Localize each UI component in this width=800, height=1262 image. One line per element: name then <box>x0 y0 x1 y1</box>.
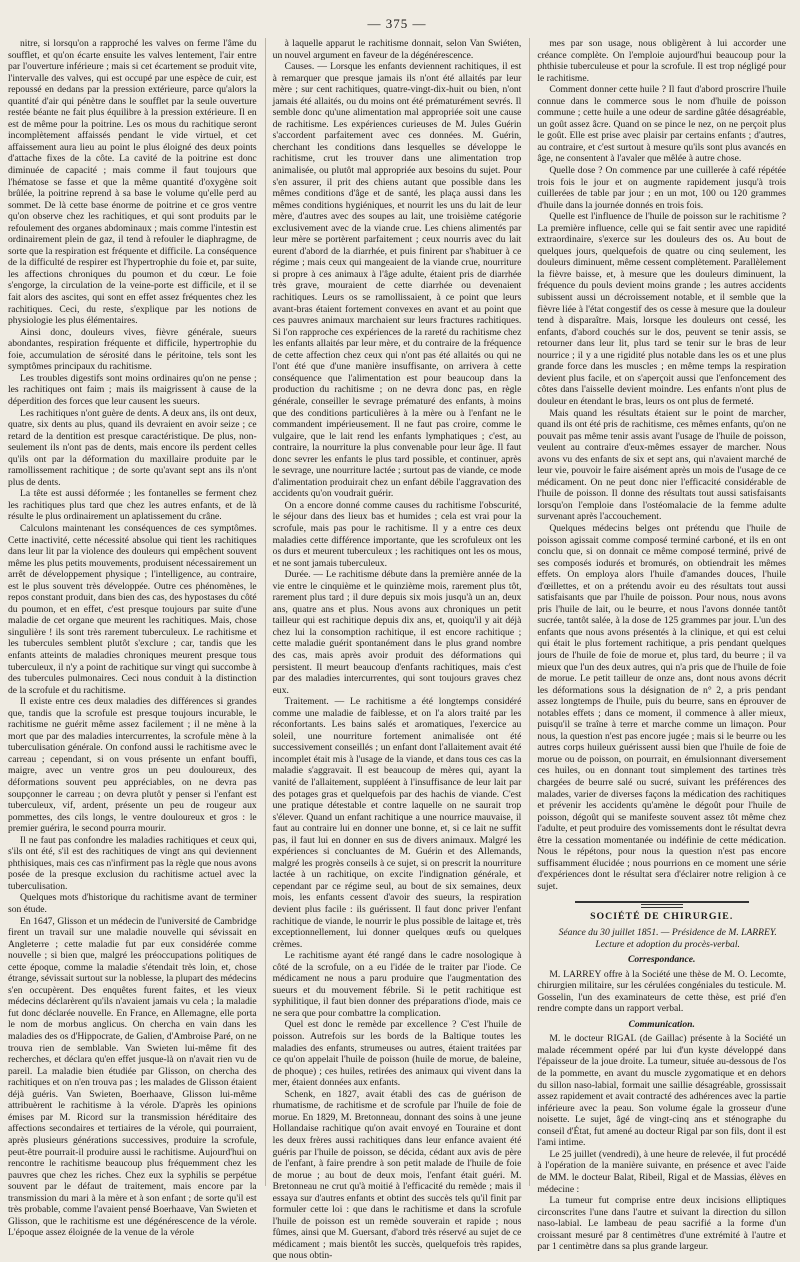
paragraph: On a encore donné comme causes du rachitisme l'obscurité, le séjour dans des lieux bas et humides ; cela est vrai pour la scrofule, mais pas pour le rachitisme. Il y a entre ces deux maladies cette différence importante, que les scrofuleux ont les os durs et meurent tuberculeux ; les rachitiques ont les os mous, et ne sont jamais tuberculeux. <box>272 499 522 569</box>
paragraph: Quelques médecins belges ont prétendu que l'huile de poisson agissait comme composé terminé carboné, et ils en ont conclu que, si on donnait ce même composé terminé, privé de ses composés iodurés et bromurés, on obtiendrait les mêmes effets. On employa alors l'huile d'amandes douces, l'huile d'œillettes, et on a prétendu avoir eu des résultats tout aussi satisfaisants que par l'huile de poisson. Pour nous, nous avons pris l'huile de lait, ou le beurre, et nous l'avons donnée tantôt sucrée, tantôt salée, à la dose de 125 grammes par jour. L'un des enfants que nous avons présentés à la clinique, et qui est celui qui était le plus fortement rachitique, a pris pendant quelques jours de l'huile de foie de morue et, plus tard, du beurre ; il va mieux que l'un des deux autres, qui n'a pris que de l'huile de foie de morue. Le petit tailleur de onze ans, dont nous avons décrit les déformations sous la désignation de n° 2, a pris pendant assez longtemps de l'huile, puis du beurre, sans en éprouver de notables effets ; dans ce moment, il commence à aller mieux, puisqu'il se traîne à terre et marche comme un limaçon. Pour nous, la question n'est pas encore jugée ; mais si le beurre ou les autres corps huileux guérissent aussi bien que l'huile de foie de morue ou de poisson, on pourrait, en émulsionnant diversement ces huiles, ou en donnant tout simplement des tartines très chargées de beurre salé ou sucré, suivant les préférences des malades, varier de diverses façons la médication des rachitiques et prévenir les accidents qu'amène le dégoût pour l'huile de poisson, dégoût qui se manifeste souvent assez tôt même chez l'adulte, et peut produire des vomissements dont le résultat devra être la cessation momentanée ou indéfinie de cette médication. Nous le répétons, pour nous la question n'est pas encore suffisamment élucidée ; nous pourrions en ce moment une série d'expériences dont le résultat sera d'éclairer notre religion à ce sujet. <box>537 522 787 892</box>
paragraph: M. le docteur RIGAL (de Gaillac) présente à la Société un malade récemment opéré par lui d'un kyste développé dans l'épaisseur de la joue droite. La tumeur, située au-dessous de l'os de la pommette, en avant du muscle zygomatique et en dehors du sillon naso-labial, formait une saillie désagréable, grossissait assez rapidement et avait contracté des adhérences avec la partie inférieure avec la peau. Son volume égale la grosseur d'une noisette. Le sujet, âgé de vingt-cinq ans et sténographe du conseil d'État, fut amené au docteur Rigal par son fils, dont il est l'ami intime. <box>537 1033 787 1149</box>
paragraph: Quel est donc le remède par excellence ? C'est l'huile de poisson. Autrefois sur les bords de la Baltique toutes les maladies des enfants, strumeuses ou autres, étaient traitées par ce qu'on appelait l'huile de poisson (huile de morue, de baleine, de phoque) ; ces huiles, retirées des animaux qui vivent dans la mer, étaient données aux enfants. <box>272 1019 522 1089</box>
paragraph: Calculons maintenant les conséquences de ces symptômes. Cette inactivité, cette nécessité absolue qui tient les rachitiques dans leur lit par la violence des douleurs qui empêchent souvent même les plus petits mouvements, produisent nécessairement un arrêt de développement physique ; l'intelligence, au contraire, est le plus souvent très développée. Outre ces phénomènes, le repos constant produit, dans bien des cas, des hypostases du côté du poumon, et en effet, c'est presque toujours par suite d'une maladie de cet organe que meurent les rachitiques. Mais, chose singulière ! ils sont très rarement tuberculeux. Le rachitisme et les tubercules semblent plutôt s'exclure ; car, tandis que les enfants atteints de maladies chroniques meurent presque tous tuberculeux, il n'y a point de rachitique sur vingt qui succombe à des tubercules pulmonaires. Ceci nous conduit à la distinction de la scrofule et du rachitisme. <box>8 522 257 696</box>
paragraph: Schenk, en 1827, avait établi des cas de guérison de rhumatisme, de rachitisme et de scrofule par l'huile de foie de morue. En 1829, M. Bretonneau, donnant des soins à une jeune Hollandaise rachitique qu'on avait envoyé en Touraine et dont les deux frères aussi rachitiques dans leur enfance avaient été guéris par l'huile de poisson, se décida, cédant aux avis de père de l'enfant, à faire prendre à son petit malade de l'huile de foie de morue ; au bout de deux mois, l'enfant était guéri. M. Bretonneau ne crut qu'à moitié à l'efficacité du remède ; mais il essaya sur d'autres enfants et obtint des succès tels qu'il finit par formuler cette loi : que dans le rachitisme et dans la scrofule l'huile de poisson est un remède souverain et rapide ; nous fûmes, ainsi que M. Guersant, d'abord très réservé au sujet de ce médicament ; mais bientôt les succès, quelquefois très rapides, que nous obtin- <box>272 1088 522 1262</box>
paragraph: Quelques mots d'historique du rachitisme avant de terminer son étude. <box>8 892 257 916</box>
page-number: — 375 — <box>367 16 427 31</box>
paragraph: Le rachitisme ayant été rangé dans le cadre nosologique à côté de la scrofule, on a eu l'idée de le traiter par l'iode. Ce médicament ne nous a paru produire que l'augmentation des sueurs et du mouvement fébrile. Si le petit rachitique est syphilitique, il faut bien donner des préparations d'iode, mais ce ne sera que pour combattre la complication. <box>272 950 522 1019</box>
paragraph: Ainsi donc, douleurs vives, fièvre générale, sueurs abondantes, respiration fréquente et difficile, hypertrophie du foie, accumulation de sérosité dans le péritoine, tels sont les symptômes principaux du rachitisme. <box>8 326 257 373</box>
correspondence-heading: Correspondance. <box>627 954 696 966</box>
paragraph: Mais quand les résultats étaient sur le point de marcher, quand ils ont été pris de rachitisme, ces mêmes enfants, qu'on ne pouvait pas même tenir assis avant l'usage de l'huile de poisson, veulent au contraire d'eux-mêmes essayer de marcher. Nous avons vu des enfants de six et sept ans, qui n'avaient marché de leur vie, pouvoir le faire aisément après un mois de l'usage de ce médicament. On ne peut donc nier l'efficacité considérable de l'huile de poisson. Il donne des résultats tout aussi satisfaisants lorsqu'on l'emploie dans l'ostéomalacie de la femme adulte survenant après l'accouchement. <box>537 407 787 523</box>
paragraph: La tumeur fut comprise entre deux incisions elliptiques circonscrites l'une dans l'autre et suivant la direction du sillon naso-labial. Le lambeau de peau sacrifié a la forme d'un croissant mesuré par 8 centimètres d'une extrémité à l'autre et par 1 centimètre dans sa plus grande largeur. <box>537 1195 787 1253</box>
text-columns <box>8 38 787 1262</box>
paragraph: nitre, si lorsqu'on a rapproché les valves on ferme l'âme du soufflet, et qu'on écarte ensuite les valves lentement, l'air entre par l'ouverture inférieure ; mais si cet écartement se produit vite, l'intervalle des valves, qui est occupé par une espèce de cuir, est repoussé en dedans par la pression extérieure, parce qu'alors la quantité d'air qui pénètre dans le soufflet par la seule ouverture restée béante ne fait plus équilibre à la pression extérieure. Il en est de même pour la poitrine. Les os mous du rachitique seront incomplètement affaissés pendant le vide virtuel, et cet affaissement aura lieu au point le plus éloigné des deux points d'attache fixes de la côte. La cavité de la poitrine est donc diminuée de capacité ; mais comme il faut toujours que l'hématose se fasse et que la même quantité d'oxygène soit brûlée, la poitrine reprend à sa base le volume qu'elle perd au sommet. De là cette base énorme de poitrine et ce gros ventre qu'on observe chez les rachitiques, et qui sont produits par le refoulement des organes abdominaux ; mais comme l'intestin est ordinairement plein de gaz, il tend à refouler le diaphragme, de sorte que la respiration est fréquente et difficile. La conséquence de la difficulté de respirer est l'hypertrophie du foie et, par suite, les affections chroniques du poumon et du cœur. Le foie s'engorge, la circulation de la veine-porte est difficile, et il se fait alors des ascites, qui sont en effet assez fréquentes chez les rachitiques. Ceci, du reste, s'explique par les notions de physiologie les plus élémentaires. <box>8 38 257 327</box>
communication-heading: Communication. <box>628 1018 695 1030</box>
paragraph: Les rachitiques n'ont guère de dents. A deux ans, ils ont deux, quatre, six dents au plus, quand ils devraient en avoir seize ; ce retard de la dentition est presque caractéristique. De plus, non-seulement ils n'ont pas de dents, mais encore ils perdent celles qu'ils ont par la déformation du maxillaire produite par le ramollissement rachitique ; de sorte qu'avant sept ans ils n'ont plus de dents. <box>8 407 257 488</box>
paragraph: Durée. — Le rachitisme débute dans la première année de la vie entre le cinquième et le quinzième mois, rarement plus tôt, rarement plus tard ; il dure depuis six mois jusqu'à un an, deux ans, quatre ans et plus. Nous avons aux chroniques un petit tailleur qui est rachitique depuis dix ans, et, quoiqu'il y ait déjà chez lui la consomption rachitique, il est encore rachitique ; cette maladie guérit spontanément dans le plus grand nombre des cas, mais après avoir produit des déformations qui persistent. Il meurt beaucoup d'enfants rachitiques, mais c'est par des maladies intercurrentes, qui sont toujours graves chez eux. <box>272 569 522 696</box>
paragraph: Comment donner cette huile ? Il faut d'abord proscrire l'huile connue dans le commerce sous le nom d'huile de poisson commune ; cette huile a une odeur de sardine gâtée désagréable, un goût assez âcre. Quand on se pince le nez, on ne perçoit plus le goût. Elle est prise avec plaisir par certains enfants ; d'autres, au contraire, et c'est surtout à mesure qu'ils sont plus avancés en âge, ne consentent à l'avaler que mêlée à autre chose. <box>537 84 787 165</box>
paragraph: La tête est aussi déformée ; les fontanelles se ferment chez les rachitiques plus tard que chez les autres enfants, et de là résulte le plus ordinairement un aplatissement du crâne. <box>8 488 257 523</box>
paragraph: Causes. — Lorsque les enfants deviennent rachitiques, il est à remarquer que presque jamais ils n'ont été allaités par leur mère ; sur cent rachitiques, quatre-vingt-dix-huit ou bien, n'ont jamais été allaités, ou du moins ont été prématurément sevrés. Il semble donc qu'une alimentation mal appropriée soit une cause de rachitisme. Les expériences curieuses de M. Jules Guérin s'accordent parfaitement avec ces données. M. Guérin, cherchant les conditions dans lesquelles se développe le rachitisme, crut les trouver dans une alimentation trop animalisée, ou plutôt mal appropriée aux besoins du sujet. Pour s'en assurer, il prit des chiens autant que possible dans les mêmes conditions d'âge et de santé, les plaça aussi dans les mêmes conditions hygiéniques, et nourrit les uns du lait de leur mère, d'autres avec des soupes au lait, une troisième catégorie exclusivement avec de la viande crue. Les chiens alimentés par leur mère se portèrent parfaitement ; ceux nourris avec du lait eurent d'abord de la diarrhée, et puis finirent par s'habituer à ce régime ; mais ceux qui mangeaient de la viande crue, nourriture si propre à ces animaux à l'âge adulte, étaient pris de diarrhée très grave, mouraient de cette diarrhée ou devenaient rachitiques. Leurs os se ramollissaient, à ce point que leurs avant-bras étaient fortement convexes en avant et au point que ces pauvres animaux marchaient sur leurs fractures rachitiques. Si l'on rapproche ces expériences de la rareté du rachitisme chez les enfants allaités par leur mère, et du contraire de la fréquence de cette affection chez ceux qui n'ont pas été allaités ou qui ne l'ont été que d'une manière insuffisante, on arrivera à cette conséquence que l'alimentation est pour beaucoup dans la production du rachitisme ; on ne devra donc pas, en règle générale, conseiller le sevrage prématuré des enfants, à moins que des conditions particulières à la mère ou à l'enfant ne le commandent impérieusement. Il ne faut pas croire, comme le vulgaire, que le lait rend les enfants lymphatiques ; c'est, au contraire, la nourriture la plus convenable pour leur âge. Il faut donc sevrer les enfants le plus tard possible, et continuer, après le sevrage, une nourriture lactée ; surtout pas de viande, ce mode d'alimentation produirait chez un enfant débile l'aggravation des accidents qu'on voudrait guérir. <box>272 61 522 500</box>
session-line: Séance du 30 juillet 1851. — Présidence de M. LARREY. <box>558 927 777 939</box>
paragraph: Le 25 juillet (vendredi), à une heure de relevée, il fut procédé à l'opération de la manière suivante, en présence et avec l'aide de MM. le docteur Balat, Ribeil, Rigal et de Massias, élèves en médecine : <box>537 1148 787 1195</box>
paragraph: Il ne faut pas confondre les maladies rachitiques et ceux qui, s'ils ont été, s'il est des rachitiques de vingt ans qui deviennent phthisiques, mais ces cas n'infirment pas la règle que nous avons posée de la presque exclusion du rachitisme actuel avec la tuberculisation. <box>8 834 257 892</box>
column-middle <box>265 38 522 1262</box>
column-right <box>529 38 787 1253</box>
paragraph: mes par son usage, nous obligèrent à lui accorder une créance complète. On l'emploie aujourd'hui beaucoup pour la phthisie tuberculeuse et pour la scrofule. Il est trop négligé pour le rachitisme. <box>537 38 787 84</box>
minutes-line: Lecture et adoption du procès-verbal. <box>595 938 740 950</box>
paragraph: Il existe entre ces deux maladies des différences si grandes que, tandis que la scrofule est presque toujours incurable, le rachitisme ne guérit même assez facilement ; il ne mène à la mort que par des maladies intercurrentes, la scrofule mène à la tuberculisation générale. On confond aussi le rachitisme avec le carreau ; cependant, si on vous présente un enfant bouffi, maigre, avec un ventre gros un peu douloureux, des déformations souvent peu appréciables, on ne devra pas soupçonner le carreau ; on devra plutôt y penser si l'enfant est tuberculeux, vif, ardent, présente un peu de rougeur aux pommettes, des cils longs, le ventre douloureux et gros : le premier guérira, le second pourra mourir. <box>8 696 257 835</box>
paragraph: Quelle dose ? On commence par une cuillerée à café répétée trois fois le jour et on augmente rapidement jusqu'à trois cuillerées de table par jour ; en un mot, 100 ou 120 grammes d'huile dans la journée donnés en trois fois. <box>537 165 787 211</box>
paragraph: Les troubles digestifs sont moins ordinaires qu'on ne pense ; les rachitiques ont faim ; mais ils maigrissent à cause de la déperdition des forces que leur causent les sueurs. <box>8 372 257 407</box>
paragraph: Traitement. — Le rachitisme a été longtemps considéré comme une maladie de faiblesse, et on l'a alors traité par les réconfortants. Les bains salés et aromatiques, l'exercice au soleil, une nourriture fortement animalisée ont été successivement conseillés ; un enfant dont l'allaitement avait été incomplet était mis à l'usage de la viande, et dans tous ces cas la maladie s'aggravait. Il est beaucoup de mères qui, ayant la vanité de l'allaitement, suppléent à l'insuffisance de leur lait par des potages gras et quelquefois par des hachis de viande. C'est une pratique détestable et contre laquelle on ne saurait trop s'élever. Quand un enfant rachitique a une nourrice mauvaise, il faut au contraire lui en donner une bonne, et, si ce lait ne suffit pas, il faut lui en donner en sus de divers animaux. Malgré les expériences si concluantes de M. Guérin et des Allemands, malgré les progrès conseils à ce sujet, si on prescrit la nourriture lactée à un rachitique, on excite l'indignation générale, et cependant par ce régime seul, au bout de six semaines, deux mois, les enfants cessent d'avoir des sueurs, la respiration devient plus facile : ils guérissent. Il faut donc priver l'enfant rachitique de viande, le nourrir le plus possible de laitage et, très exceptionnellement, lui donner quelques œufs ou quelques crèmes. <box>272 696 522 950</box>
paragraph: En 1647, Glisson et un médecin de l'université de Cambridge firent un travail sur une maladie nouvelle qui sévissait en Angleterre ; cette maladie fut par eux considérée comme nouvelle ; si bien que, malgré les préoccupations politiques de cette époque, comme la maladie s'étendait très loin, et, chose étrange, sévissait surtout sur la noblesse, la plupart des médecins s'en occupèrent. Des enquêtes furent faites, et les vieux médecins déclarèrent qu'ils n'avaient jamais vu cela ; la maladie fut donc déclarée nouvelle. En France, en Allemagne, elle porta le nom de morbus anglicus. On chercha en vain dans les maladies des os d'Hippocrate, de Galien, d'Ambroise Paré, on ne trouva rien de semblable. Van Swieten lui-même fit des recherches, et déclara qu'en effet jusque-là on n'avait rien vu de pareil. La maladie bien étudiée par Glisson, on chercha des rachitiques et on n'en trouva pas ; les malades de Glisson étaient déjà guéris. Van Swieten, Boerhaave, Glisson lui-même attribuèrent le rachitisme à la vérole. D'après les opinions émises par M. Ricord sur la transmission héréditaire des affections secondaires et tertiaires de la vérole, qui pourraient, après plusieurs générations successives, produire la scrofule, peut-être pourrait-il produire aussi le rachitisme. Aujourd'hui on rencontre le rachitisme beaucoup plus fréquemment chez les pauvres que chez les riches. Chez eux la syphilis se perpétue souvent par le défaut de traitement, mais encore par la transmission du mari à la mère et à son enfant ; de sorte qu'il est très probable, comme l'avaient pensé Boerhaave, Van Swieten et Glisson, que le rachitisme est une dégénérescence de la vérole. L'époque assez éloignée de la venue de la vérole <box>8 915 257 1239</box>
paragraph: à laquelle apparut le rachitisme donnait, selon Van Swiéten, un nouvel argument en faveur de la dégénérescence. <box>272 38 522 61</box>
paragraph: M. LARREY offre à la Société une thèse de M. O. Lecomte, chirurgien militaire, sur les cérulées congéniales du testicule. M. Gosselin, l'un des examinateurs de cette thèse, est prié d'en rendre compte dans un rapport verbal. <box>537 968 787 1015</box>
column-left <box>8 38 257 1239</box>
section-title: SOCIÉTÉ DE CHIRURGIE. <box>590 911 734 923</box>
paragraph: Quelle est l'influence de l'huile de poisson sur le rachitisme ? La première influence, celle qui se fait sentir avec une rapidité extraordinaire, s'exerce sur les douleurs des os. Au bout de quelques jours, quelquefois de quatre ou cinq seulement, les douleurs diminuent, même cessent complètement. Parallèlement la fièvre baisse, et, à mesure que les douleurs diminuent, la fréquence du pouls devient moins grande ; les autres accidents subissent aussi un décroissement notable, et il semble que la fièvre liée à l'état congestif des os cesse à mesure que la douleur tend à disparaître. Mais, lorsque les douleurs ont cessé, les enfants, d'abord couchés sur le dos, peuvent se tenir assis, se retourner dans leur lit, plus tard se tenir sur le bras de leur nourrice ; il y a une rigidité plus notable dans les os et une plus grande force dans les muscles ; en même temps la respiration devient plus facile, et on s'aperçoit aussi que l'enfoncement des côtes dans l'aisselle devient moindre. Les enfants n'ont plus de douleur en étendant le bras, leurs os ont plus de fermeté. <box>537 211 787 407</box>
section-divider <box>575 901 749 906</box>
